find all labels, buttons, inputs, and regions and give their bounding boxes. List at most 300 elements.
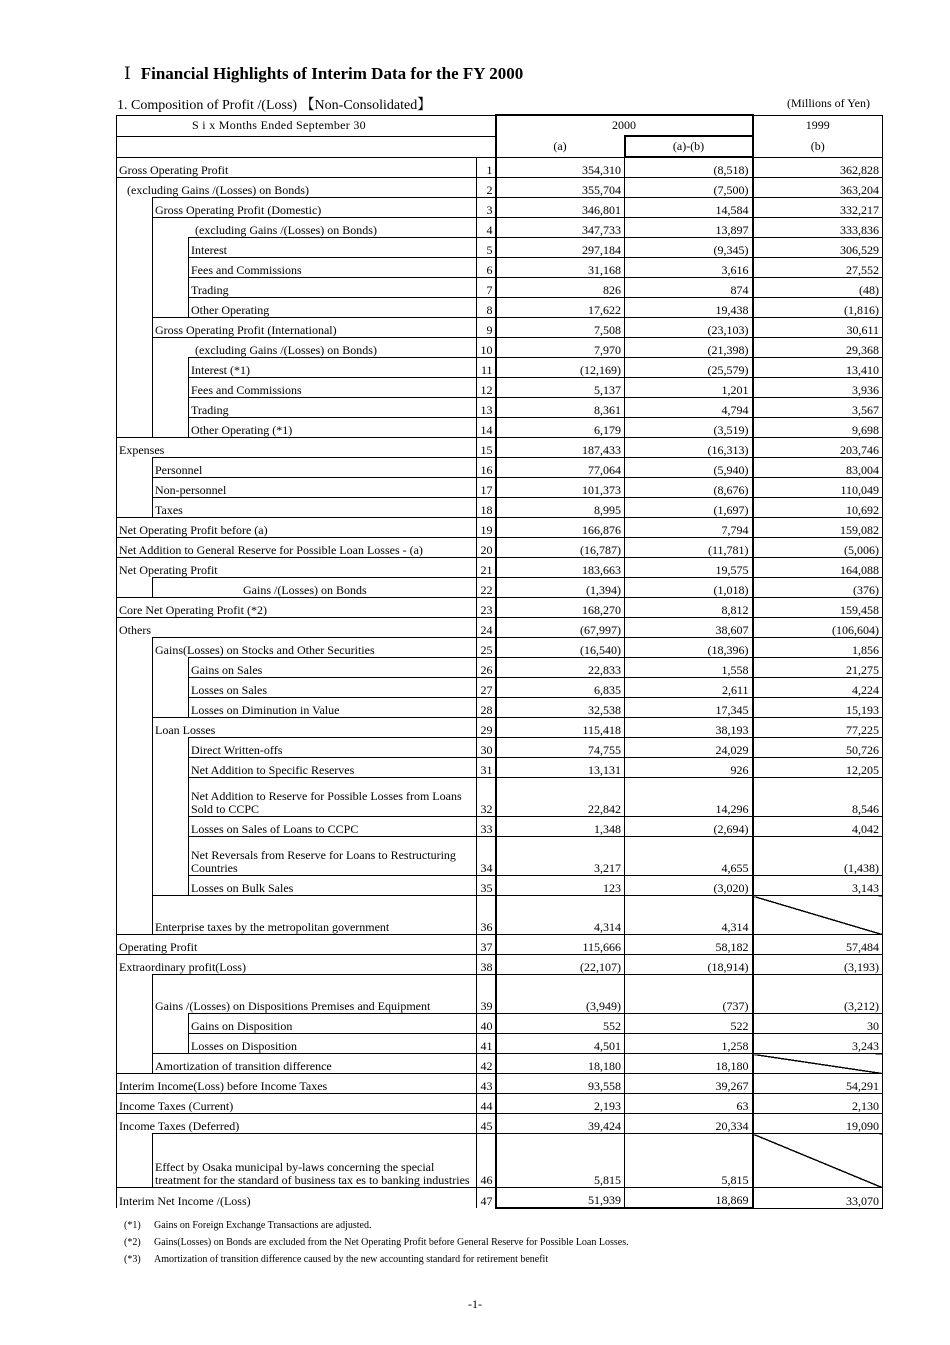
table-row: [117, 518, 883, 538]
row-label: Losses on Sales: [189, 678, 477, 698]
table-row: [117, 935, 883, 955]
value-1999: 2,130: [753, 1094, 883, 1114]
table-row: [117, 538, 883, 558]
row-label: Losses on Bulk Sales: [189, 876, 477, 896]
year-1999-header: 1999: [753, 115, 883, 136]
value-2000: 101,373: [496, 478, 625, 498]
table-row: [117, 438, 883, 458]
value-1999: (5,006): [753, 538, 883, 558]
row-number: 39: [477, 975, 496, 1014]
row-label: Losses on Sales of Loans to CCPC: [189, 817, 477, 837]
value-2000: 77,064: [496, 458, 625, 478]
title-text: Financial Highlights of Interim Data for the FY 2000: [140, 64, 524, 83]
table-row: [117, 378, 883, 398]
row-number: 14: [477, 418, 496, 438]
table-row: [117, 698, 883, 718]
table-row: [117, 1094, 883, 1114]
value-change: 19,438: [625, 298, 753, 318]
value-1999: 3,567: [753, 398, 883, 418]
value-change: (18,396): [625, 638, 753, 658]
value-2000: 187,433: [496, 438, 625, 458]
table-body: [117, 157, 883, 1208]
footnotes: [124, 1217, 629, 1268]
table-row: [117, 975, 883, 1014]
table-row: [117, 678, 883, 698]
table-row: [117, 157, 883, 178]
value-change: 38,193: [625, 718, 753, 738]
value-1999: 19,090: [753, 1114, 883, 1134]
table-row: [117, 718, 883, 738]
table-row: [117, 896, 883, 935]
col-b-header: (b): [753, 136, 883, 157]
value-2000: (12,169): [496, 358, 625, 378]
row-number: 40: [477, 1014, 496, 1034]
value-2000: 115,666: [496, 935, 625, 955]
value-1999: 164,088: [753, 558, 883, 578]
value-1999: 3,243: [753, 1034, 883, 1054]
row-number: 21: [477, 558, 496, 578]
value-1999: 13,410: [753, 358, 883, 378]
value-1999: 3,936: [753, 378, 883, 398]
value-change: (1,018): [625, 578, 753, 598]
value-change: 58,182: [625, 935, 753, 955]
value-1999: 306,529: [753, 238, 883, 258]
row-label: Gains /(Losses) on Dispositions Premises and Equipment: [153, 975, 477, 1014]
value-1999: (376): [753, 578, 883, 598]
row-label: (excluding Gains /(Losses) on Bonds): [153, 338, 477, 358]
row-label: Extraordinary profit(Loss): [117, 955, 477, 975]
row-label: Non-personnel: [153, 478, 477, 498]
year-2000-header: 2000: [496, 115, 753, 136]
row-number: 8: [477, 298, 496, 318]
value-2000: 8,361: [496, 398, 625, 418]
value-2000: 1,348: [496, 817, 625, 837]
value-2000: (22,107): [496, 955, 625, 975]
value-change: 8,812: [625, 598, 753, 618]
table-row: [117, 1014, 883, 1034]
row-label: Operating Profit: [117, 935, 477, 955]
value-1999: (1,816): [753, 298, 883, 318]
row-label: Personnel: [153, 458, 477, 478]
value-change: 5,815: [625, 1134, 753, 1188]
value-change: 14,296: [625, 778, 753, 817]
row-label: Income Taxes (Current): [117, 1094, 477, 1114]
section-subtitle: 1. Composition of Profit /(Loss) 【Non-Consolidated】: [117, 98, 432, 113]
row-label: Others: [117, 618, 477, 638]
value-1999: 54,291: [753, 1074, 883, 1094]
row-number: 47: [477, 1188, 496, 1209]
table-row: [117, 638, 883, 658]
value-change: (23,103): [625, 318, 753, 338]
value-change: 20,334: [625, 1114, 753, 1134]
value-1999: 159,082: [753, 518, 883, 538]
value-2000: 7,508: [496, 318, 625, 338]
value-1999-na: [753, 1134, 883, 1188]
value-1999: (106,604): [753, 618, 883, 638]
value-1999-na: [753, 896, 883, 935]
value-2000: 123: [496, 876, 625, 896]
value-change: (3,519): [625, 418, 753, 438]
row-number: 32: [477, 778, 496, 817]
row-number: 1: [477, 157, 496, 178]
row-label: Interim Income(Loss) before Income Taxes: [117, 1074, 477, 1094]
row-number: 31: [477, 758, 496, 778]
value-1999: (1,438): [753, 837, 883, 876]
page-title: [124, 64, 523, 84]
value-2000: 355,704: [496, 178, 625, 198]
value-change: 874: [625, 278, 753, 298]
footnote: (*3) Amortization of transition difference caused by the new accounting standard for retirement benefit: [124, 1254, 549, 1265]
profit-table: [116, 114, 883, 1209]
period-header: S i x Months Ended September 30: [117, 115, 496, 136]
row-label: Amortization of transition difference: [153, 1054, 477, 1074]
table-row: [117, 318, 883, 338]
row-label: Interest (*1): [189, 358, 477, 378]
table-row: [117, 1034, 883, 1054]
value-change: (9,345): [625, 238, 753, 258]
row-number: 38: [477, 955, 496, 975]
value-1999: 83,004: [753, 458, 883, 478]
value-1999: 10,692: [753, 498, 883, 518]
value-2000: 17,622: [496, 298, 625, 318]
value-change: 522: [625, 1014, 753, 1034]
row-label: Net Addition to Specific Reserves: [189, 758, 477, 778]
value-change: 1,558: [625, 658, 753, 678]
value-2000: 347,733: [496, 218, 625, 238]
row-number: 30: [477, 738, 496, 758]
value-change: (5,940): [625, 458, 753, 478]
value-change: (1,697): [625, 498, 753, 518]
value-2000: 297,184: [496, 238, 625, 258]
row-label: Interest: [189, 238, 477, 258]
table-row: [117, 458, 883, 478]
value-1999: 12,205: [753, 758, 883, 778]
row-number: 33: [477, 817, 496, 837]
value-change: 4,314: [625, 896, 753, 935]
value-change: 19,575: [625, 558, 753, 578]
row-number: 13: [477, 398, 496, 418]
row-number: 18: [477, 498, 496, 518]
row-number: 17: [477, 478, 496, 498]
row-label: Gains(Losses) on Stocks and Other Securities: [153, 638, 477, 658]
row-number: 29: [477, 718, 496, 738]
value-change: 13,897: [625, 218, 753, 238]
row-number: 41: [477, 1034, 496, 1054]
row-number: 36: [477, 896, 496, 935]
row-label: Income Taxes (Deferred): [117, 1114, 477, 1134]
row-number: 27: [477, 678, 496, 698]
value-change: (8,518): [625, 157, 753, 178]
value-change: 14,584: [625, 198, 753, 218]
row-label: Losses on Diminution in Value: [189, 698, 477, 718]
row-number: 15: [477, 438, 496, 458]
value-1999: (3,193): [753, 955, 883, 975]
row-number: 7: [477, 278, 496, 298]
value-1999-na: [753, 1054, 883, 1074]
row-label: Fees and Commissions: [189, 258, 477, 278]
row-number: 16: [477, 458, 496, 478]
section-numeral: Ⅰ: [124, 64, 131, 83]
row-number: 12: [477, 378, 496, 398]
value-1999: 50,726: [753, 738, 883, 758]
value-change: 1,201: [625, 378, 753, 398]
value-2000: 51,939: [496, 1188, 625, 1209]
value-change: 17,345: [625, 698, 753, 718]
row-number: 22: [477, 578, 496, 598]
value-1999: (3,212): [753, 975, 883, 1014]
row-number: 25: [477, 638, 496, 658]
value-2000: 168,270: [496, 598, 625, 618]
value-1999: (48): [753, 278, 883, 298]
table-row: [117, 817, 883, 837]
row-number: 34: [477, 837, 496, 876]
row-number: 3: [477, 198, 496, 218]
value-2000: 74,755: [496, 738, 625, 758]
row-number: 2: [477, 178, 496, 198]
value-change: (18,914): [625, 955, 753, 975]
row-label: Trading: [189, 398, 477, 418]
row-label: Gains /(Losses) on Bonds: [153, 578, 477, 598]
row-label: Fees and Commissions: [189, 378, 477, 398]
table-row: [117, 198, 883, 218]
table-row: [117, 1054, 883, 1074]
value-2000: (3,949): [496, 975, 625, 1014]
value-1999: 4,224: [753, 678, 883, 698]
row-label: Net Addition to Reserve for Possible Losses from Loans Sold to CCPC: [189, 778, 477, 817]
table-row: [117, 1074, 883, 1094]
value-1999: 30,611: [753, 318, 883, 338]
row-number: 9: [477, 318, 496, 338]
row-number: 11: [477, 358, 496, 378]
row-number: 20: [477, 538, 496, 558]
value-change: (16,313): [625, 438, 753, 458]
table-row: [117, 738, 883, 758]
value-1999: 57,484: [753, 935, 883, 955]
row-label: (excluding Gains /(Losses) on Bonds): [153, 218, 477, 238]
row-number: 19: [477, 518, 496, 538]
value-1999: 363,204: [753, 178, 883, 198]
value-change: (25,579): [625, 358, 753, 378]
value-2000: 2,193: [496, 1094, 625, 1114]
table-row: [117, 398, 883, 418]
table-row: [117, 278, 883, 298]
table-row: [117, 618, 883, 638]
row-number: 45: [477, 1114, 496, 1134]
value-2000: 4,501: [496, 1034, 625, 1054]
unit-label: (Millions of Yen): [786, 96, 870, 110]
value-change: 18,869: [625, 1188, 753, 1209]
value-change: (7,500): [625, 178, 753, 198]
value-2000: 552: [496, 1014, 625, 1034]
value-change: (21,398): [625, 338, 753, 358]
value-change: 18,180: [625, 1054, 753, 1074]
value-1999: 21,275: [753, 658, 883, 678]
value-1999: 30: [753, 1014, 883, 1034]
row-number: 35: [477, 876, 496, 896]
row-label: Core Net Operating Profit (*2): [117, 598, 477, 618]
row-number: 28: [477, 698, 496, 718]
value-2000: 3,217: [496, 837, 625, 876]
table-row: [117, 258, 883, 278]
row-number: 43: [477, 1074, 496, 1094]
row-label: Net Operating Profit: [117, 558, 477, 578]
value-change: 4,794: [625, 398, 753, 418]
value-change: (2,694): [625, 817, 753, 837]
row-label: Loan Losses: [153, 718, 477, 738]
table-row: [117, 178, 883, 198]
table-row: [117, 338, 883, 358]
value-change: 4,655: [625, 837, 753, 876]
row-label: Losses on Disposition: [189, 1034, 477, 1054]
value-1999: 1,856: [753, 638, 883, 658]
value-change: 7,794: [625, 518, 753, 538]
value-2000: 826: [496, 278, 625, 298]
row-label: Enterprise taxes by the metropolitan government: [153, 896, 477, 935]
page-number: -1-: [468, 1297, 482, 1311]
row-number: 46: [477, 1134, 496, 1188]
value-2000: 346,801: [496, 198, 625, 218]
value-2000: 8,995: [496, 498, 625, 518]
value-1999: 333,836: [753, 218, 883, 238]
table-row: [117, 758, 883, 778]
row-label: Effect by Osaka municipal by-laws concerning the special treatment for the standard of business tax es to banking industries: [153, 1134, 477, 1188]
value-2000: 166,876: [496, 518, 625, 538]
table-row: [117, 218, 883, 238]
value-2000: 5,815: [496, 1134, 625, 1188]
value-1999: 15,193: [753, 698, 883, 718]
row-label: Interim Net Income /(Loss): [117, 1188, 477, 1209]
row-label: Trading: [189, 278, 477, 298]
value-1999: 27,552: [753, 258, 883, 278]
table-row: [117, 598, 883, 618]
value-change: 3,616: [625, 258, 753, 278]
value-2000: 93,558: [496, 1074, 625, 1094]
value-1999: 332,217: [753, 198, 883, 218]
value-change: (3,020): [625, 876, 753, 896]
value-2000: (1,394): [496, 578, 625, 598]
table-row: [117, 1134, 883, 1188]
table-row: [117, 498, 883, 518]
table-row: [117, 418, 883, 438]
value-1999: 8,546: [753, 778, 883, 817]
value-2000: 354,310: [496, 157, 625, 178]
value-2000: (67,997): [496, 618, 625, 638]
table-row: [117, 876, 883, 896]
value-2000: 7,970: [496, 338, 625, 358]
value-1999: 3,143: [753, 876, 883, 896]
value-2000: 32,538: [496, 698, 625, 718]
value-change: (11,781): [625, 538, 753, 558]
value-2000: 4,314: [496, 896, 625, 935]
row-label: Gains on Disposition: [189, 1014, 477, 1034]
value-change: (737): [625, 975, 753, 1014]
row-label: (excluding Gains /(Losses) on Bonds): [117, 178, 477, 198]
col-ab-header: (a)-(b): [625, 136, 753, 157]
value-1999: 4,042: [753, 817, 883, 837]
table-row: [117, 1114, 883, 1134]
value-change: 926: [625, 758, 753, 778]
value-2000: 39,424: [496, 1114, 625, 1134]
value-2000: 31,168: [496, 258, 625, 278]
row-label: Expenses: [117, 438, 477, 458]
row-number: 4: [477, 218, 496, 238]
value-1999: 362,828: [753, 157, 883, 178]
value-1999: 29,368: [753, 338, 883, 358]
row-label: Net Addition to General Reserve for Possible Loan Losses - (a): [117, 538, 477, 558]
table-row: [117, 1188, 883, 1209]
value-change: 38,607: [625, 618, 753, 638]
table-row: [117, 658, 883, 678]
row-number: 10: [477, 338, 496, 358]
row-number: 6: [477, 258, 496, 278]
row-number: 44: [477, 1094, 496, 1114]
value-change: (8,676): [625, 478, 753, 498]
row-number: 26: [477, 658, 496, 678]
table-row: [117, 778, 883, 817]
footnote: (*2) Gains(Losses) on Bonds are excluded from the Net Operating Profit before General Reserve for Possible Loan Losses.: [124, 1237, 629, 1248]
table-row: [117, 578, 883, 598]
footnote: (*1) Gains on Foreign Exchange Transactions are adjusted.: [124, 1220, 372, 1231]
table-row: [117, 298, 883, 318]
value-change: 24,029: [625, 738, 753, 758]
value-2000: 5,137: [496, 378, 625, 398]
row-number: 24: [477, 618, 496, 638]
row-label: Net Reversals from Reserve for Loans to Restructuring Countries: [189, 837, 477, 876]
value-1999: 9,698: [753, 418, 883, 438]
value-2000: 6,835: [496, 678, 625, 698]
row-number: 37: [477, 935, 496, 955]
row-label: Gains on Sales: [189, 658, 477, 678]
table-row: [117, 558, 883, 578]
row-label: Other Operating (*1): [189, 418, 477, 438]
value-2000: 6,179: [496, 418, 625, 438]
value-2000: 18,180: [496, 1054, 625, 1074]
table-row: [117, 358, 883, 378]
table-row: [117, 837, 883, 876]
value-2000: (16,540): [496, 638, 625, 658]
row-label: Direct Written-offs: [189, 738, 477, 758]
table-row: [117, 955, 883, 975]
row-label: Net Operating Profit before (a): [117, 518, 477, 538]
table-row: [117, 478, 883, 498]
value-1999: 33,070: [753, 1188, 883, 1209]
value-1999: 110,049: [753, 478, 883, 498]
value-2000: 13,131: [496, 758, 625, 778]
value-2000: (16,787): [496, 538, 625, 558]
value-1999: 203,746: [753, 438, 883, 458]
row-label: Other Operating: [189, 298, 477, 318]
col-a-header: (a): [496, 136, 625, 157]
value-2000: 22,833: [496, 658, 625, 678]
row-number: 23: [477, 598, 496, 618]
row-number: 42: [477, 1054, 496, 1074]
row-label: Gross Operating Profit: [117, 157, 477, 178]
row-label: Taxes: [153, 498, 477, 518]
value-2000: 115,418: [496, 718, 625, 738]
row-number: 5: [477, 238, 496, 258]
row-label: Gross Operating Profit (Domestic): [153, 198, 477, 218]
value-change: 1,258: [625, 1034, 753, 1054]
table-row: [117, 238, 883, 258]
value-1999: 77,225: [753, 718, 883, 738]
value-change: 39,267: [625, 1074, 753, 1094]
value-1999: 159,458: [753, 598, 883, 618]
value-change: 2,611: [625, 678, 753, 698]
value-2000: 183,663: [496, 558, 625, 578]
row-label: Gross Operating Profit (International): [153, 318, 477, 338]
value-2000: 22,842: [496, 778, 625, 817]
value-change: 63: [625, 1094, 753, 1114]
